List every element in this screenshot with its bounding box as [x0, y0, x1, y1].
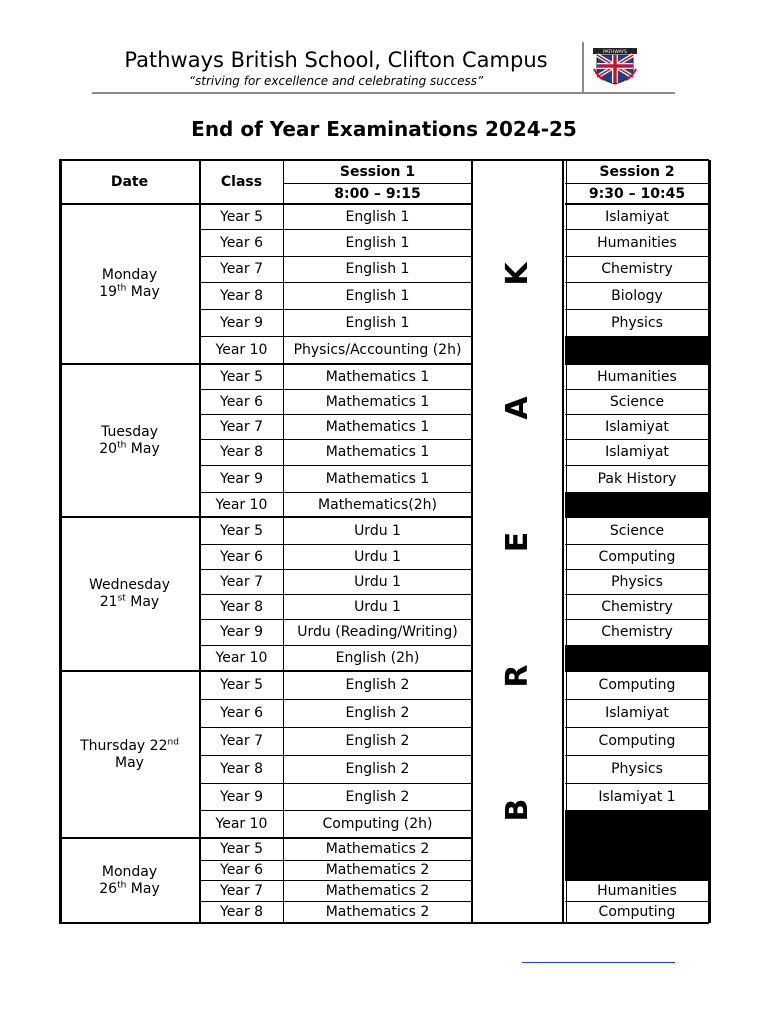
session2-cell: Computing: [598, 677, 676, 693]
session1-cell: Urdu 1: [354, 573, 401, 590]
session1-cell: English 2: [345, 788, 410, 805]
session2-cell: Physics: [611, 761, 663, 777]
class-cell: Year 8: [220, 904, 263, 920]
table-rule: [200, 594, 472, 595]
class-cell: Year 6: [220, 393, 263, 410]
session2-cell: Biology: [611, 287, 663, 304]
school-crest-logo: [592, 47, 638, 85]
session1-cell: Mathematics 1: [325, 368, 430, 385]
session1-cell: Mathematics 1: [325, 393, 430, 410]
table-rule: [200, 309, 472, 310]
table-rule: [565, 645, 709, 646]
table-rule: [199, 160, 201, 923]
session1-cell: Urdu 1: [354, 598, 401, 615]
day-name: Wednesday: [88, 577, 171, 593]
session2-cell: Science: [609, 393, 665, 410]
session1-cell: English 1: [345, 234, 410, 251]
session2-cell-blocked: [565, 492, 709, 517]
session1-cell: Mathematics 1: [325, 418, 430, 435]
month: May: [130, 284, 160, 300]
table-rule: [565, 901, 709, 902]
break-letter: B: [499, 798, 535, 821]
table-rule: [200, 569, 472, 570]
day-date-line: [99, 284, 159, 301]
table-rule: [565, 256, 709, 257]
day-ordinal: nd: [167, 736, 179, 747]
table-rule: [200, 810, 472, 811]
table-rule: [562, 160, 564, 923]
table-rule: [200, 880, 472, 881]
class-cell: Year 7: [220, 573, 263, 590]
session2-cell: Chemistry: [601, 598, 673, 615]
session1-cell: Mathematics 1: [325, 444, 430, 460]
session2-cell: Chemistry: [601, 261, 673, 277]
table-rule: [565, 229, 709, 230]
table-rule: [200, 336, 472, 337]
session1-cell: English 2: [345, 705, 410, 721]
session1-cell: Mathematics 1: [325, 470, 430, 487]
header-session2-time: 9:30 – 10:45: [588, 185, 686, 202]
day-date-cell: [59, 364, 200, 517]
day-name: Monday: [101, 863, 158, 880]
session2-cell: Physics: [611, 573, 663, 590]
table-rule: [565, 492, 709, 493]
session1-cell: Physics/Accounting (2h): [293, 342, 462, 358]
table-rule: [565, 810, 709, 811]
session1-cell: Mathematics(2h): [318, 496, 437, 513]
day-name: Thursday: [80, 737, 146, 754]
session2-cell: Islamiyat: [605, 418, 669, 435]
session1-cell: English (2h): [335, 650, 420, 666]
table-rule: [565, 699, 709, 700]
session1-cell: Mathematics 2: [325, 904, 430, 920]
table-rule: [59, 203, 472, 205]
session1-cell: Mathematics 2: [325, 882, 430, 899]
day-date-line: [80, 738, 179, 755]
day-date-line: [99, 881, 159, 898]
session2-cell: Physics: [611, 314, 663, 331]
break-letter: K: [499, 261, 535, 286]
day-ordinal: th: [117, 879, 127, 890]
table-rule: [200, 783, 472, 784]
session1-cell: Urdu 1: [354, 548, 401, 565]
session2-cell-blocked: [565, 645, 709, 671]
break-letter: E: [499, 531, 535, 552]
session2-cell: Pak History: [597, 470, 677, 487]
header-class: Class: [220, 174, 263, 190]
day-ordinal: st: [117, 593, 126, 604]
table-rule: [200, 619, 472, 620]
table-rule: [200, 414, 472, 415]
class-cell: Year 9: [220, 470, 263, 487]
table-rule: [200, 465, 472, 466]
month: May: [130, 594, 160, 610]
session2-cell: Islamiyat: [605, 208, 669, 225]
class-cell: Year 5: [220, 368, 263, 385]
session2-cell-blocked: [565, 860, 709, 880]
table-rule: [59, 159, 709, 161]
session1-cell: Urdu 1: [354, 522, 401, 539]
session2-cell: Islamiyat: [605, 444, 669, 460]
session1-cell: Mathematics 2: [325, 841, 430, 857]
class-cell: Year 10: [215, 816, 268, 832]
table-rule: [200, 860, 472, 861]
header-session1-time: 8:00 – 9:15: [334, 185, 421, 202]
table-rule: [565, 389, 709, 390]
table-rule: [565, 439, 709, 440]
session2-cell: Islamiyat 1: [598, 788, 676, 805]
table-rule: [200, 544, 472, 545]
exam-timetable: [59, 159, 710, 925]
class-cell: Year 9: [220, 788, 263, 805]
table-rule: [565, 880, 709, 881]
class-cell: Year 7: [220, 261, 263, 277]
table-rule: [565, 465, 709, 466]
table-rule: [59, 516, 472, 518]
session1-cell: English 1: [345, 314, 410, 331]
class-cell: Year 6: [220, 705, 263, 721]
day-date-line: [100, 594, 159, 611]
table-rule: [565, 569, 709, 570]
session2-cell: Chemistry: [601, 624, 673, 640]
header-date: Date: [110, 174, 149, 190]
session1-cell: English 2: [345, 733, 410, 749]
class-cell: Year 7: [220, 418, 263, 435]
table-rule: [565, 783, 709, 784]
table-rule: [471, 160, 473, 923]
class-cell: Year 10: [215, 496, 268, 513]
table-rule: [565, 203, 709, 205]
table-rule: [59, 837, 472, 839]
class-cell: Year 8: [220, 598, 263, 615]
table-rule: [566, 160, 567, 923]
class-cell: Year 7: [220, 733, 263, 749]
table-rule: [565, 363, 709, 365]
table-rule: [200, 699, 472, 700]
day-date-cell: [59, 671, 200, 838]
session1-cell: Urdu (Reading/Writing): [297, 624, 458, 640]
session2-cell-blocked: [565, 838, 709, 860]
table-rule: [200, 492, 472, 493]
class-cell: Year 5: [220, 208, 263, 225]
table-rule: [200, 282, 472, 283]
school-motto: “striving for excellence and celebrating success”: [188, 74, 484, 88]
class-cell: Year 6: [220, 548, 263, 565]
table-rule: [59, 922, 709, 924]
class-cell: Year 8: [220, 761, 263, 777]
session2-cell-blocked: [565, 336, 709, 364]
session1-cell: English 1: [345, 261, 410, 277]
school-name: Pathways British School, Clifton Campus: [124, 48, 548, 72]
class-cell: Year 10: [215, 650, 268, 666]
class-cell: Year 6: [220, 862, 263, 878]
class-cell: Year 10: [215, 342, 268, 358]
day-name: Monday: [101, 267, 158, 283]
session2-cell: Humanities: [597, 368, 677, 385]
day-ordinal: th: [117, 439, 127, 450]
table-rule: [200, 229, 472, 230]
table-rule: [565, 414, 709, 415]
day-date-cell: [59, 517, 200, 671]
month: May: [115, 754, 144, 771]
class-cell: Year 9: [220, 314, 263, 331]
session2-cell: Islamiyat: [605, 705, 669, 721]
session1-cell: Computing (2h): [322, 816, 433, 832]
table-rule: [565, 727, 709, 728]
table-rule: [565, 594, 709, 595]
session2-cell: Computing: [598, 733, 676, 749]
month: May: [130, 440, 160, 457]
break-letter: A: [499, 395, 535, 420]
day-number: 21: [99, 594, 118, 610]
crest-text: PATHWAYS: [603, 50, 627, 55]
table-rule: [200, 645, 472, 646]
table-rule: [59, 363, 472, 365]
class-cell: Year 8: [220, 287, 263, 304]
header-divider: [92, 92, 675, 94]
class-cell: Year 5: [220, 522, 263, 539]
table-rule: [565, 544, 709, 545]
session2-cell: Humanities: [597, 882, 677, 899]
table-rule: [565, 282, 709, 283]
session2-cell-blocked: [565, 810, 709, 838]
class-cell: Year 8: [220, 444, 263, 460]
table-rule: [200, 439, 472, 440]
month: May: [130, 880, 160, 897]
session1-cell: English 1: [345, 287, 410, 304]
table-rule: [200, 901, 472, 902]
table-rule: [565, 837, 709, 839]
class-cell: Year 5: [220, 677, 263, 693]
session2-cell: Computing: [598, 904, 676, 920]
day-date-line: [99, 441, 159, 458]
day-ordinal: th: [117, 283, 127, 294]
day-number: 19: [99, 284, 118, 300]
session1-cell: English 2: [345, 761, 410, 777]
table-rule: [565, 755, 709, 756]
day-name: Tuesday: [101, 423, 158, 440]
footer-link-underline: [522, 962, 675, 963]
header-session2-label: Session 2: [599, 163, 675, 180]
session1-cell: English 1: [345, 208, 410, 225]
document-title: End of Year Examinations 2024-25: [191, 117, 577, 141]
table-rule: [283, 160, 284, 923]
table-rule: [200, 755, 472, 756]
day-number: 20: [99, 440, 118, 457]
table-rule: [200, 727, 472, 728]
day-number: 22: [149, 737, 168, 754]
table-rule: [59, 160, 62, 923]
break-column: [472, 160, 563, 923]
table-rule: [200, 389, 472, 390]
session1-cell: English 2: [345, 677, 410, 693]
class-cell: Year 5: [220, 841, 263, 857]
table-rule: [200, 256, 472, 257]
table-rule: [59, 670, 472, 672]
session1-cell: Mathematics 2: [325, 862, 430, 878]
class-cell: Year 7: [220, 882, 263, 899]
break-letter: R: [499, 663, 535, 688]
session2-cell: Computing: [598, 548, 676, 565]
session2-cell: Humanities: [597, 234, 677, 251]
day-number: 26: [99, 880, 118, 897]
table-rule: [283, 183, 472, 184]
session2-cell: Science: [609, 522, 665, 539]
table-rule: [565, 309, 709, 310]
table-rule: [565, 860, 709, 861]
table-rule: [565, 619, 709, 620]
table-rule: [565, 670, 709, 672]
day-date-cell: [59, 838, 200, 923]
class-cell: Year 9: [220, 624, 263, 640]
table-rule: [565, 336, 709, 337]
class-cell: Year 6: [220, 234, 263, 251]
header-session1-label: Session 1: [339, 163, 416, 180]
table-rule: [565, 183, 709, 184]
header-vertical-divider: [582, 42, 584, 94]
table-rule: [708, 160, 711, 923]
table-rule: [565, 516, 709, 518]
day-date-cell: [59, 204, 200, 364]
